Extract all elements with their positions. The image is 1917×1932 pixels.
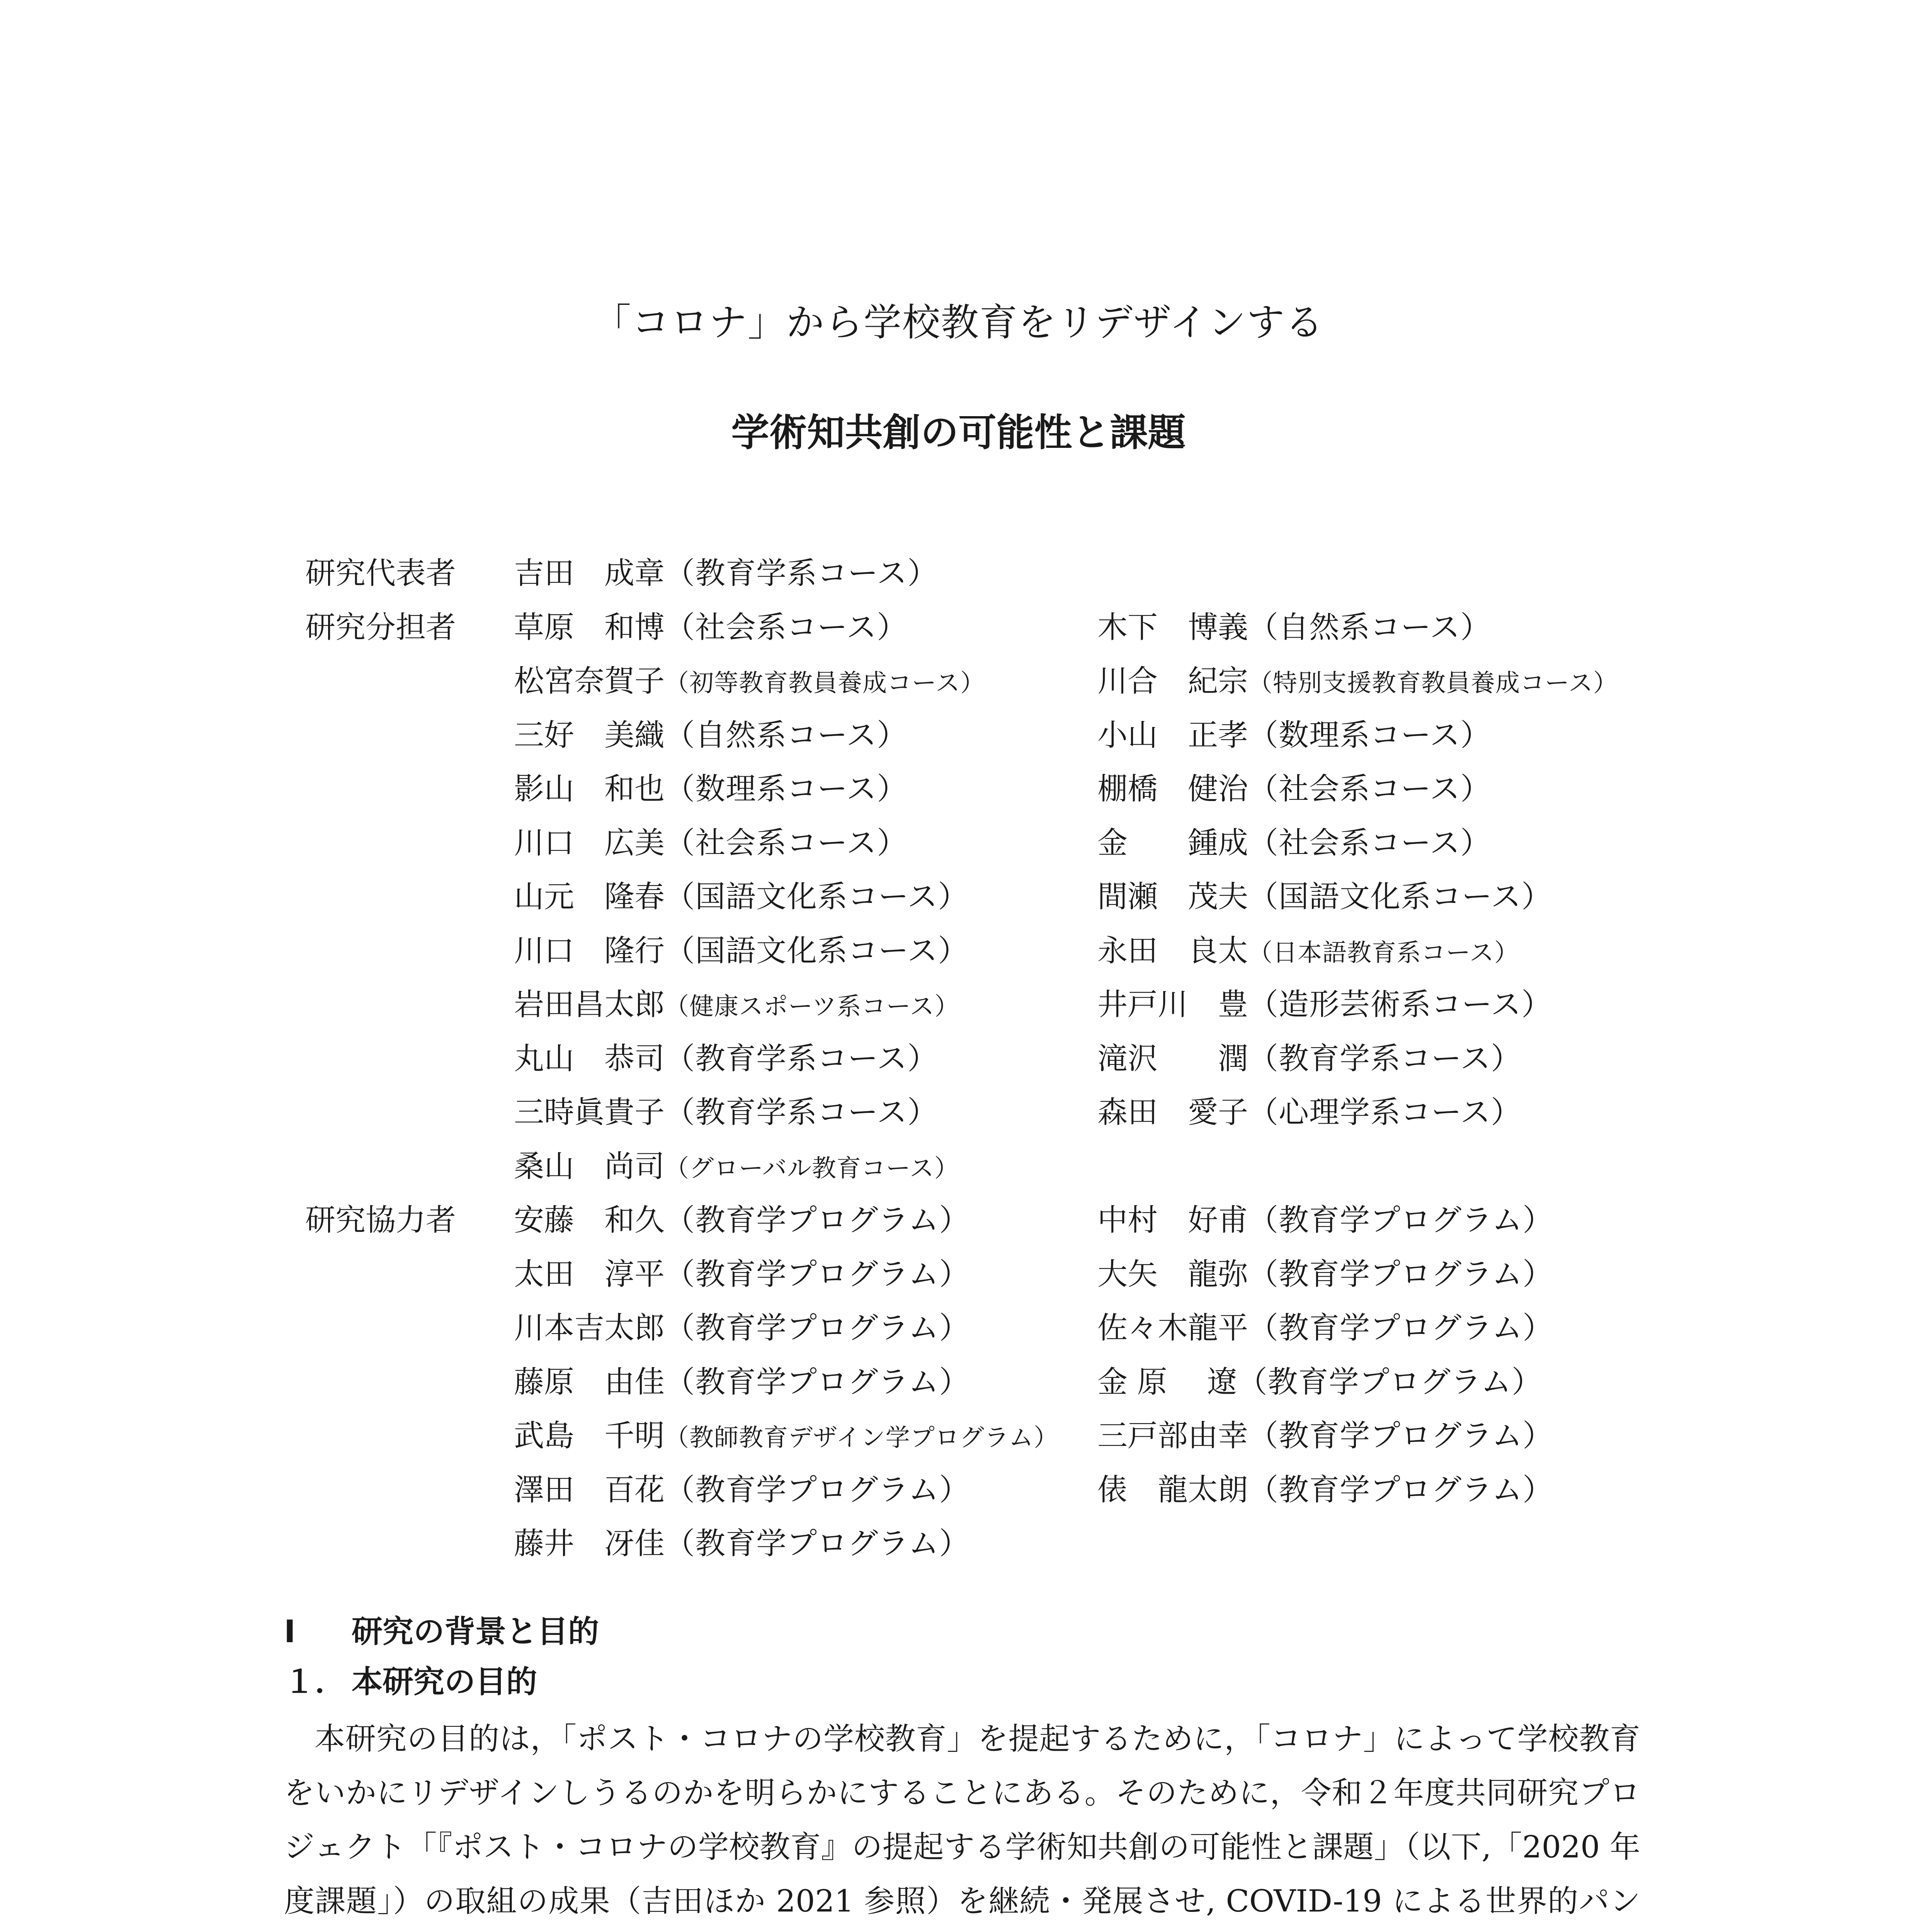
subsection-title: 本研究の目的	[352, 1664, 537, 1700]
member-name: 中村 好甫	[1097, 1203, 1249, 1238]
subsection-heading	[284, 1661, 537, 1703]
member-affiliation: （社会系コース）	[1248, 772, 1491, 806]
member-right	[1097, 1248, 1638, 1302]
member-left	[514, 1517, 1097, 1571]
member-name: 山元 隆春	[514, 879, 665, 914]
member-name: 三戸部由幸	[1097, 1418, 1249, 1453]
member-right	[1097, 762, 1638, 816]
member-left	[514, 1194, 1097, 1248]
member-affiliation: （教育学系コース）	[1248, 1041, 1522, 1076]
member-role	[305, 978, 514, 1032]
member-role	[305, 1301, 514, 1355]
member-affiliation: （教育学系コース）	[665, 1041, 938, 1076]
member-role	[305, 1463, 514, 1517]
member-left	[514, 709, 1097, 763]
member-name: 澤田 百花	[514, 1472, 665, 1507]
member-name: 金 原 遼	[1097, 1364, 1237, 1400]
member-row	[305, 870, 1638, 924]
member-affiliation: （自然系コース）	[1248, 610, 1491, 645]
member-name: 川口 隆行	[514, 933, 665, 968]
member-name: 川本吉太郎	[514, 1311, 665, 1345]
member-right	[1097, 1409, 1638, 1463]
member-role	[305, 1086, 514, 1140]
member-affiliation: （数理系コース）	[1248, 718, 1491, 753]
member-role: 研究分担者	[305, 610, 456, 645]
member-right	[1097, 1301, 1638, 1355]
member-right	[1097, 1086, 1638, 1140]
member-affiliation: （社会系コース）	[665, 610, 908, 645]
member-name: 藤井 冴佳	[514, 1526, 665, 1561]
member-left	[514, 1032, 1097, 1086]
member-affiliation: （教育学プログラム）	[665, 1311, 970, 1345]
member-left	[514, 762, 1097, 816]
member-row	[305, 1517, 1638, 1571]
member-left	[514, 1248, 1097, 1302]
member-role	[305, 762, 514, 816]
member-affiliation: （教育学プログラム）	[1248, 1472, 1553, 1507]
member-left	[514, 1086, 1097, 1140]
member-role	[305, 1032, 514, 1086]
member-role	[305, 1140, 514, 1194]
body-text	[284, 1712, 1640, 1932]
member-affiliation: （教育学プログラム）	[665, 1364, 970, 1400]
member-right	[1097, 709, 1638, 763]
member-affiliation: （教育学プログラム）	[1248, 1418, 1553, 1453]
member-right	[1097, 1463, 1638, 1517]
member-row	[305, 1086, 1638, 1140]
member-role: 研究代表者	[305, 556, 456, 591]
member-role	[305, 816, 514, 871]
member-right	[1097, 1032, 1638, 1086]
member-affiliation: （教育学プログラム）	[1248, 1257, 1553, 1292]
member-affiliation: （教育学系コース）	[665, 1095, 938, 1130]
member-affiliation: （社会系コース）	[1248, 825, 1491, 861]
member-affiliation: （グローバル教育コース）	[665, 1154, 959, 1182]
member-name: 武島 千明	[514, 1418, 665, 1453]
member-role	[305, 1248, 514, 1302]
member-affiliation: （初等教育教員養成コース）	[665, 669, 985, 697]
member-name: 影山 和也	[514, 772, 665, 806]
member-row	[305, 978, 1638, 1032]
member-name: 間瀬 茂夫	[1097, 879, 1249, 914]
member-affiliation: （特別支援教育教員養成コース）	[1248, 669, 1618, 697]
member-affiliation: （日本語教育系コース）	[1248, 938, 1519, 967]
member-right	[1097, 870, 1638, 924]
member-role	[305, 709, 514, 763]
member-name: 井戸川 豊	[1097, 987, 1249, 1022]
member-row	[305, 1248, 1638, 1302]
member-name: 岩田昌太郎	[514, 987, 665, 1022]
member-row	[305, 1194, 1638, 1248]
member-affiliation: （健康スポーツ系コース）	[665, 992, 959, 1020]
member-name: 丸山 恭司	[514, 1041, 665, 1076]
member-row	[305, 1032, 1638, 1086]
page-title: 「コロナ」から学校教育をリデザインする	[593, 301, 1324, 345]
member-right	[1097, 816, 1638, 871]
member-affiliation: （教育学プログラム）	[1237, 1364, 1542, 1400]
member-affiliation: （社会系コース）	[665, 825, 908, 861]
member-name: 三好 美織	[514, 718, 665, 753]
member-affiliation: （教育学プログラム）	[1248, 1311, 1553, 1345]
member-role	[305, 1517, 514, 1571]
member-row	[305, 1301, 1638, 1355]
member-affiliation: （教育学系コース）	[665, 556, 938, 591]
member-name: 吉田 成章	[514, 556, 665, 591]
member-name: 俵 龍太朗	[1097, 1472, 1249, 1507]
member-left	[514, 924, 1097, 978]
member-name: 安藤 和久	[514, 1203, 665, 1238]
member-left	[514, 601, 1097, 655]
member-name: 太田 淳平	[514, 1257, 665, 1292]
member-list	[305, 547, 1638, 1571]
member-right	[1097, 978, 1638, 1032]
member-name: 三時眞貴子	[514, 1095, 665, 1130]
member-left	[514, 1463, 1097, 1517]
member-affiliation: （数理系コース）	[665, 772, 908, 806]
member-name: 川口 広美	[514, 825, 665, 861]
member-row	[305, 601, 1638, 655]
subsection-number: １．	[284, 1664, 346, 1700]
member-left	[514, 816, 1097, 871]
member-right	[1097, 924, 1638, 978]
member-left	[514, 1140, 1097, 1194]
member-affiliation: （国語文化系コース）	[1248, 879, 1552, 914]
member-row	[305, 762, 1638, 816]
member-affiliation: （心理学系コース）	[1248, 1095, 1522, 1130]
member-affiliation: （教育学プログラム）	[1248, 1203, 1553, 1238]
member-right	[1097, 1140, 1638, 1194]
member-row	[305, 924, 1638, 978]
member-role	[305, 1409, 514, 1463]
member-row	[305, 816, 1638, 871]
member-left	[514, 978, 1097, 1032]
member-affiliation: （教師教育デザイン学プログラム）	[665, 1423, 1058, 1452]
member-affiliation: （教育学プログラム）	[665, 1526, 970, 1561]
section-title: 研究の背景と目的	[352, 1614, 599, 1650]
paragraph: 本研究の目的は，「ポスト・コロナの学校教育」を提起するために，「コロナ」によって学校教育をいかにリデザインしうるのかを明らかにすることにある。そのために，令和２年度共同研究プロジェクト「『ポスト・コロナの学校教育』の提起する学術知共創の可能性と課題」（以下,「2020 年度課題」）の取組の成果（吉田ほか 2021 参照）を継続・発展させ, COVID-19 による世界的パン	[284, 1721, 1640, 1919]
member-left	[514, 870, 1097, 924]
member-row	[305, 655, 1638, 709]
member-name: 川合 紀宗	[1097, 664, 1249, 699]
member-left	[514, 655, 1097, 709]
member-right	[1097, 601, 1638, 655]
page-subtitle: 学術知共創の可能性と課題	[731, 411, 1186, 455]
member-name: 木下 博義	[1097, 610, 1249, 645]
member-row	[305, 1409, 1638, 1463]
section-heading	[284, 1611, 599, 1653]
member-right	[1097, 1355, 1638, 1410]
member-affiliation: （自然系コース）	[665, 718, 908, 753]
member-affiliation: （造形芸術系コース）	[1248, 987, 1552, 1022]
member-name: 金 鍾成	[1097, 825, 1249, 861]
member-right	[1097, 1194, 1638, 1248]
member-row	[305, 547, 1638, 601]
member-role: 研究協力者	[305, 1203, 456, 1238]
member-right	[1097, 547, 1638, 601]
member-name: 滝沢 潤	[1097, 1041, 1249, 1076]
member-affiliation: （教育学プログラム）	[665, 1203, 970, 1238]
member-right	[1097, 655, 1638, 709]
member-name: 佐々木龍平	[1097, 1311, 1249, 1345]
member-row	[305, 1463, 1638, 1517]
member-affiliation: （国語文化系コース）	[665, 933, 969, 968]
member-row	[305, 709, 1638, 763]
member-affiliation: （国語文化系コース）	[665, 879, 969, 914]
member-role	[305, 870, 514, 924]
member-name: 永田 良太	[1097, 933, 1249, 968]
member-row	[305, 1355, 1638, 1410]
member-left	[514, 547, 1097, 601]
member-role	[305, 924, 514, 978]
member-name: 松宮奈賀子	[514, 664, 665, 699]
member-name: 草原 和博	[514, 610, 665, 645]
member-right	[1097, 1517, 1638, 1571]
member-row	[305, 1140, 1638, 1194]
member-name: 小山 正孝	[1097, 718, 1249, 753]
member-role	[305, 1355, 514, 1410]
member-name: 大矢 龍弥	[1097, 1257, 1249, 1292]
member-affiliation: （教育学プログラム）	[665, 1472, 970, 1507]
member-left	[514, 1409, 1097, 1463]
member-affiliation: （教育学プログラム）	[665, 1257, 970, 1292]
member-name: 桑山 尚司	[514, 1149, 665, 1184]
member-role	[305, 655, 514, 709]
section-number: Ⅰ	[284, 1614, 296, 1650]
member-name: 棚橋 健治	[1097, 772, 1249, 806]
member-name: 藤原 由佳	[514, 1364, 665, 1400]
member-left	[514, 1301, 1097, 1355]
member-left	[514, 1355, 1097, 1410]
member-name: 森田 愛子	[1097, 1095, 1249, 1130]
